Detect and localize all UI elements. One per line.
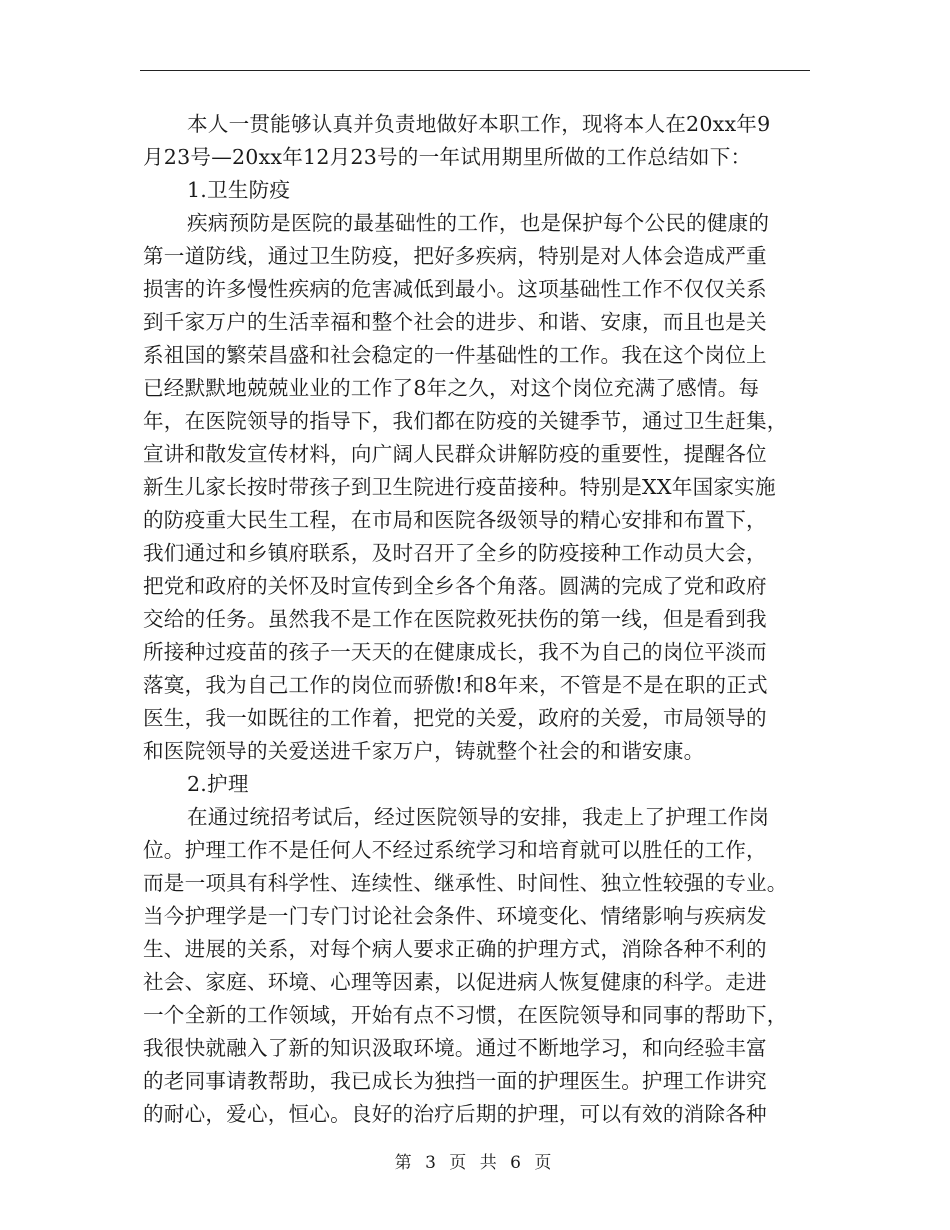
text-line: 系祖国的繁荣昌盛和社会稳定的一件基础性的工作。我在这个岗位上 (143, 343, 767, 367)
text-line: 疾病预防是医院的最基础性的工作，也是保护每个公民的健康的 (187, 211, 770, 235)
text-line: 社会、家庭、环境、心理等因素，以促进病人恢复健康的科学。走进 (143, 970, 767, 994)
text-line: 当今护理学是一门专门讨论社会条件、环境变化、情绪影响与疾病发 (143, 904, 767, 928)
text-line: 一个全新的工作领域，开始有点不习惯，在医院领导和同事的帮助下， (143, 1003, 788, 1027)
text-line: 到千家万户的生活幸福和整个社会的进步、和谐、安康，而且也是关 (143, 310, 767, 334)
text-line: 本人一贯能够认真并负责地做好本职工作，现将本人在20xx年9 (187, 112, 771, 136)
text-line: 2.护理 (187, 772, 249, 796)
document-body (143, 108, 813, 1131)
text-line: 位。护理工作不是任何人不经过系统学习和培育就可以胜任的工作， (143, 838, 767, 862)
page-number: 第 3 页 共 6 页 (394, 1153, 556, 1173)
text-line: 的老同事请教帮助，我已成长为独挡一面的护理医生。护理工作讲究 (143, 1069, 767, 1093)
text-line: 已经默默地兢兢业业的工作了8年之久，对这个岗位充满了感情。每 (143, 376, 760, 400)
text-line: 所接种过疫苗的孩子一天天的在健康成长，我不为自己的岗位平淡而 (143, 640, 767, 664)
text-line: 我很快就融入了新的知识汲取环境。通过不断地学习，和向经验丰富 (143, 1036, 767, 1060)
text-line: 生、进展的关系，对每个病人要求正确的护理方式，消除各种不利的 (143, 937, 767, 961)
text-line: 落寞，我为自己工作的岗位而骄傲!和8年来，不管是不是在职的正式 (143, 673, 768, 697)
text-line: 的防疫重大民生工程，在市局和医院各级领导的精心安排和布置下， (143, 508, 767, 532)
text-line: 第一道防线，通过卫生防疫，把好多疾病，特别是对人体会造成严重 (143, 244, 767, 268)
text-line: 把党和政府的关怀及时宣传到全乡各个角落。圆满的完成了党和政府 (143, 574, 767, 598)
header-rule (140, 70, 810, 71)
text-line: 新生儿家长按时带孩子到卫生院进行疫苗接种。特别是XX年国家实施 (143, 475, 776, 499)
text-line: 和医院领导的关爱送进千家万户，铸就整个社会的和谐安康。 (143, 739, 705, 763)
text-line: 而是一项具有科学性、连续性、继承性、时间性、独立性较强的专业。 (143, 871, 788, 895)
text-line: 医生，我一如既往的工作着，把党的关爱，政府的关爱，市局领导的 (143, 706, 767, 730)
text-line: 我们通过和乡镇府联系，及时召开了全乡的防疫接种工作动员大会， (143, 541, 767, 565)
text-line: 年，在医院领导的指导下，我们都在防疫的关键季节，通过卫生赶集， (143, 409, 788, 433)
text-line: 在通过统招考试后，经过医院领导的安排，我走上了护理工作岗 (187, 805, 770, 829)
text-line: 的耐心，爱心，恒心。良好的治疗后期的护理，可以有效的消除各种 (143, 1102, 767, 1126)
text-line: 1.卫生防疫 (187, 178, 291, 202)
text-line: 宣讲和散发宣传材料，向广阔人民群众讲解防疫的重要性，提醒各位 (143, 442, 767, 466)
text-line: 损害的许多慢性疾病的危害减低到最小。这项基础性工作不仅仅关系 (143, 277, 767, 301)
text-line: 交给的任务。虽然我不是工作在医院救死扶伤的第一线，但是看到我 (143, 607, 767, 631)
text-line: 月23号—20xx年12月23号的一年试用期里所做的工作总结如下： (143, 145, 752, 169)
